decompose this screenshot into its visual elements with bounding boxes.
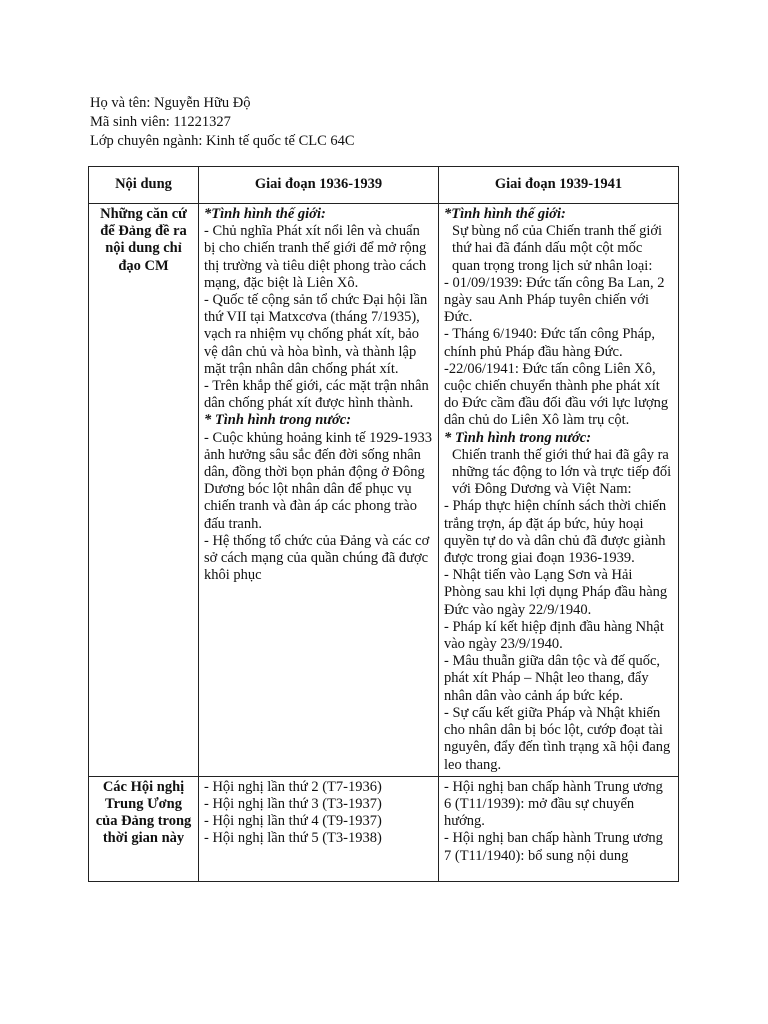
list-item: - Hệ thống tổ chức của Đảng và các cơ sở cách mạng của quần chúng đã được khôi phục: [204, 532, 430, 584]
student-info: [90, 94, 355, 151]
list-item: - Hội nghị lần thứ 5 (T3-1938): [204, 830, 382, 847]
list-item: -22/06/1941: Đức tấn công Liên Xô, cuộc chiến chuyển thành phe phát xít do Đức cầm đầu đối đầu với lực lượng dân chủ do Liên Xô làm trụ cột.: [444, 360, 669, 429]
header-period-1936-1939: Giai đoạn 1936-1939: [199, 167, 439, 204]
section-intro: Chiến tranh thế giới thứ hai đã gây ra những tác động to lớn và trực tiếp đối với Đông Dương và Việt Nam:: [452, 446, 672, 498]
list-item: - Hội nghị ban chấp hành Trung ương 6 (T11/1939): mở đầu sự chuyển hướng.: [444, 778, 663, 830]
list-item: - Nhật tiến vào Lạng Sơn và Hải Phòng sau khi lợi dụng Pháp đầu hàng Đức vào ngày 22/9/1940.: [444, 567, 668, 618]
list-item: - Sự cấu kết giữa Pháp và Nhật khiến cho nhân dân bị bóc lột, cướp đoạt tài nguyên, đẩy đến tình trạng xã hội đang leo thang.: [444, 704, 671, 773]
list-item: - Hội nghị lần thứ 4 (T9-1937): [204, 813, 382, 830]
list-item: - 01/09/1939: Đức tấn công Ba Lan, 2 ngày sau Anh Pháp tuyên chiến với Đức.: [444, 274, 665, 326]
list-item: - Pháp thực hiện chính sách thời chiến trắng trợn, áp đặt áp bức, hủy hoại quyền tự do và dân chủ đã được giành được trong giai đoạn 1936-1939.: [444, 498, 667, 567]
cell-conferences-1936-1939: [199, 776, 439, 881]
list-item: - Trên khắp thế giới, các mặt trận nhân dân chống phát xít được hình thành.: [204, 378, 429, 412]
section-title-domestic: * Tình hình trong nước:: [204, 412, 352, 429]
student-name-line: Họ và tên: Nguyễn Hữu Độ: [90, 95, 251, 111]
section-title-world: *Tình hình thế giới:: [204, 206, 326, 222]
student-class-line: Lớp chuyên ngành: Kinh tế quốc tế CLC 64C: [90, 133, 355, 149]
list-item: - Quốc tế cộng sản tổ chức Đại hội lần thứ VII tại Matxcơva (tháng 7/1935), vạch ra nhiệm vụ chống phát xít, bảo vệ dân chủ và hòa bình, và thành lập mặt trận nhân dân chống phát xít.: [204, 292, 428, 377]
list-item: - Tháng 6/1940: Đức tấn công Pháp, chính phủ Pháp đầu hàng Đức.: [444, 326, 655, 360]
row-label-conferences: Các Hội nghị Trung Ương của Đảng trong thời gian này: [89, 776, 199, 881]
list-item: - Hội nghị ban chấp hành Trung ương 7 (T11/1940): bổ sung nội dung: [444, 830, 663, 864]
comparison-table: [88, 166, 679, 882]
cell-basis-1939-1941: [439, 204, 679, 777]
section-intro: Sự bùng nổ của Chiến tranh thế giới thứ hai đã đánh dấu một cột mốc quan trọng trong lịch sử nhân loại:: [452, 223, 663, 274]
table-row: [89, 776, 679, 881]
list-item: - Pháp kí kết hiệp định đầu hàng Nhật vào ngày 23/9/1940.: [444, 618, 664, 653]
cell-basis-1936-1939: [199, 204, 439, 777]
list-item: - Cuộc khủng hoảng kinh tế 1929-1933 ảnh hưởng sâu sắc đến đời sống nhân dân, đồng thời bọn phản động ở Đông Dương bóc lột nhân dân để phục vụ chiến tranh và đàn áp các phong trào đấu tranh.: [204, 429, 432, 532]
table-row: [89, 204, 679, 777]
header-content: Nội dung: [89, 167, 199, 204]
cell-conferences-1939-1941: [439, 776, 679, 881]
row-label-basis: Những căn cứ để Đảng đề ra nội dung chỉ đạo CM: [89, 204, 199, 777]
section-title-world: *Tình hình thế giới:: [444, 206, 566, 222]
header-period-1939-1941: Giai đoạn 1939-1941: [439, 167, 679, 204]
student-id-line: Mã sinh viên: 11221327: [90, 114, 231, 130]
list-item: - Hội nghị lần thứ 3 (T3-1937): [204, 795, 382, 812]
list-item: - Mâu thuẫn giữa dân tộc và đế quốc, phát xít Pháp – Nhật leo thang, đẩy nhân dân vào cảnh áp bức kép.: [444, 653, 661, 704]
list-item: - Hội nghị lần thứ 2 (T7-1936): [204, 778, 382, 795]
section-title-domestic: * Tình hình trong nước:: [444, 429, 592, 446]
list-item: - Chủ nghĩa Phát xít nổi lên và chuẩn bị cho chiến tranh thế giới để mở rộng thị trường và tiêu diệt phong trào cách mạng, đặc biệt là Liên Xô.: [204, 223, 427, 291]
table-header-row: [89, 167, 679, 204]
